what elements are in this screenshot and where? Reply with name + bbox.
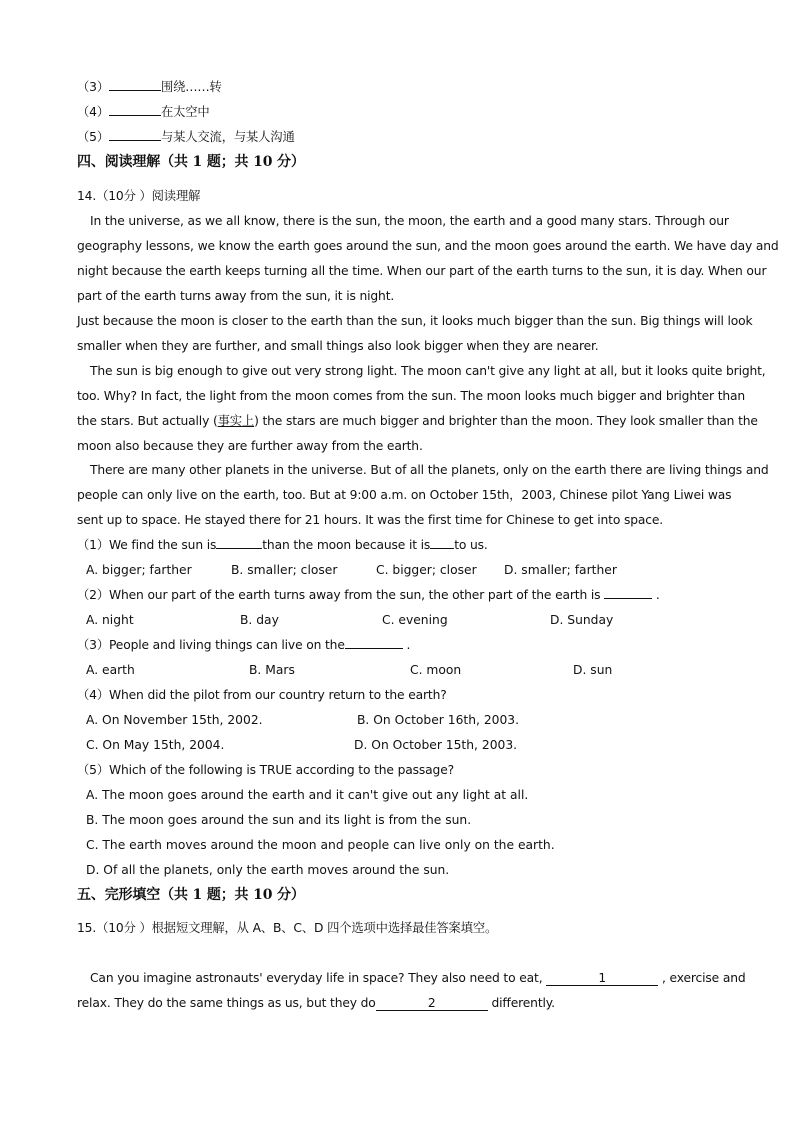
passage-line: too. Why? In fact, the light from the moon comes from the sun. The moon looks much bigger and brighter than <box>77 389 746 403</box>
passage-line: people can only live on the earth, too. But at 9:00 a.m. on October 15th，2003, Chinese pilot Yang Liwei was <box>77 488 732 502</box>
stem-text: to us. <box>454 538 488 552</box>
item-number: （3） <box>77 80 109 94</box>
question-stem: （4）When did the pilot from our country return to the earth? <box>77 688 447 702</box>
passage-line: There are many other planets in the universe. But of all the planets, only on the earth there are living things and <box>90 463 769 477</box>
option-b[interactable]: B. day <box>240 613 279 627</box>
question-label: 15.（10分 ）根据短文理解，从 A、B、C、D 四个选项中选择最佳答案填空。 <box>77 921 498 935</box>
passage-line: In the universe, as we all know, there is the sun, the moon, the earth and a good many stars. Through our <box>90 214 729 228</box>
option-a[interactable]: A. earth <box>86 663 135 677</box>
cloze-text: differently. <box>491 996 555 1010</box>
vocab-item <box>77 100 210 125</box>
passage-line: The sun is big enough to give out very strong light. The moon can't give any light at all, but it looks quite bright, <box>90 364 766 378</box>
cloze-blank-1[interactable]: 1 <box>546 971 658 986</box>
passage-line: moon also because they are further away from the earth. <box>77 439 423 453</box>
stem-text: than the moon because it is <box>262 538 431 552</box>
option-d[interactable]: D. Of all the planets, only the earth moves around the sun. <box>86 863 450 877</box>
option-a[interactable]: A. The moon goes around the earth and it can't give out any light at all. <box>86 788 529 802</box>
option-b[interactable]: B. The moon goes around the sun and its light is from the sun. <box>86 813 472 827</box>
answer-blank[interactable] <box>109 76 161 91</box>
answer-blank[interactable] <box>109 126 161 141</box>
passage-line: night because the earth keeps turning all the time. When our part of the earth turns to the sun, it is day. When our <box>77 264 767 278</box>
text-span: the stars. But actually ( <box>77 414 218 428</box>
answer-blank[interactable] <box>604 584 652 599</box>
option-c[interactable]: C. On May 15th, 2004. <box>86 738 225 752</box>
option-a[interactable]: A. night <box>86 613 134 627</box>
question-stem <box>77 533 488 558</box>
vocab-item <box>77 125 295 150</box>
passage-line: sent up to space. He stayed there for 21 hours. It was the first time for Chinese to get into space. <box>77 513 664 527</box>
cloze-line <box>77 991 555 1016</box>
cloze-blank-2[interactable]: 2 <box>376 996 488 1011</box>
option-b[interactable]: B. Mars <box>249 663 295 677</box>
stem-text: （3）People and living things can live on the <box>77 638 345 652</box>
passage-line: part of the earth turns away from the sun, it is night. <box>77 289 395 303</box>
option-a[interactable]: A. bigger; farther <box>86 563 192 577</box>
question-stem: （5）Which of the following is TRUE according to the passage? <box>77 763 454 777</box>
item-number: （5） <box>77 130 109 144</box>
option-d[interactable]: D. sun <box>573 663 613 677</box>
option-c[interactable]: C. moon <box>410 663 462 677</box>
option-d[interactable]: D. Sunday <box>550 613 614 627</box>
option-d[interactable]: D. On October 15th, 2003. <box>354 738 518 752</box>
vocab-item <box>77 75 222 100</box>
option-a[interactable]: A. On November 15th, 2002. <box>86 713 263 727</box>
question-stem <box>77 583 660 608</box>
passage-line: smaller when they are further, and small things also look bigger when they are nearer. <box>77 339 599 353</box>
stem-text: （1）We find the sun is <box>77 538 217 552</box>
stem-text: （2）When our part of the earth turns away from the sun, the other part of the earth is <box>77 588 601 602</box>
cloze-text: relax. They do the same things as us, but they do <box>77 996 376 1010</box>
option-b[interactable]: B. On October 16th, 2003. <box>357 713 520 727</box>
item-number: （4） <box>77 105 109 119</box>
option-d[interactable]: D. smaller; farther <box>504 563 617 577</box>
underlined-term: 事实上 <box>217 414 255 428</box>
stem-text: . <box>655 588 660 602</box>
option-c[interactable]: C. The earth moves around the moon and people can live only on the earth. <box>86 838 555 852</box>
section-heading: 四、阅读理解（共 1 题；共 10 分） <box>77 154 305 170</box>
answer-blank[interactable] <box>430 534 454 549</box>
question-label: 14.（10分 ）阅读理解 <box>77 189 201 203</box>
text-span: ) the stars are much bigger and brighter than the moon. They look smaller than the <box>254 414 758 428</box>
passage-line: geography lessons, we know the earth goes around the sun, and the moon goes around the earth. We have day and <box>77 239 779 253</box>
answer-blank[interactable] <box>109 101 161 116</box>
passage-line <box>77 409 758 434</box>
item-text: 在太空中 <box>160 105 210 119</box>
item-text: 围绕……转 <box>160 80 222 94</box>
option-c[interactable]: C. evening <box>382 613 448 627</box>
cloze-line <box>90 966 746 991</box>
cloze-text: Can you imagine astronauts' everyday life in space? They also need to eat, <box>90 971 543 985</box>
cloze-text: , exercise and <box>662 971 746 985</box>
answer-blank[interactable] <box>216 534 262 549</box>
answer-blank[interactable] <box>345 634 403 649</box>
stem-text: . <box>406 638 411 652</box>
passage-line: Just because the moon is closer to the earth than the sun, it looks much bigger than the sun. Big things will look <box>77 314 753 328</box>
question-stem <box>77 633 410 658</box>
option-c[interactable]: C. bigger; closer <box>376 563 477 577</box>
section-heading: 五、完形填空（共 1 题；共 10 分） <box>77 887 305 903</box>
item-text: 与某人交流，与某人沟通 <box>160 130 295 144</box>
option-b[interactable]: B. smaller; closer <box>231 563 338 577</box>
